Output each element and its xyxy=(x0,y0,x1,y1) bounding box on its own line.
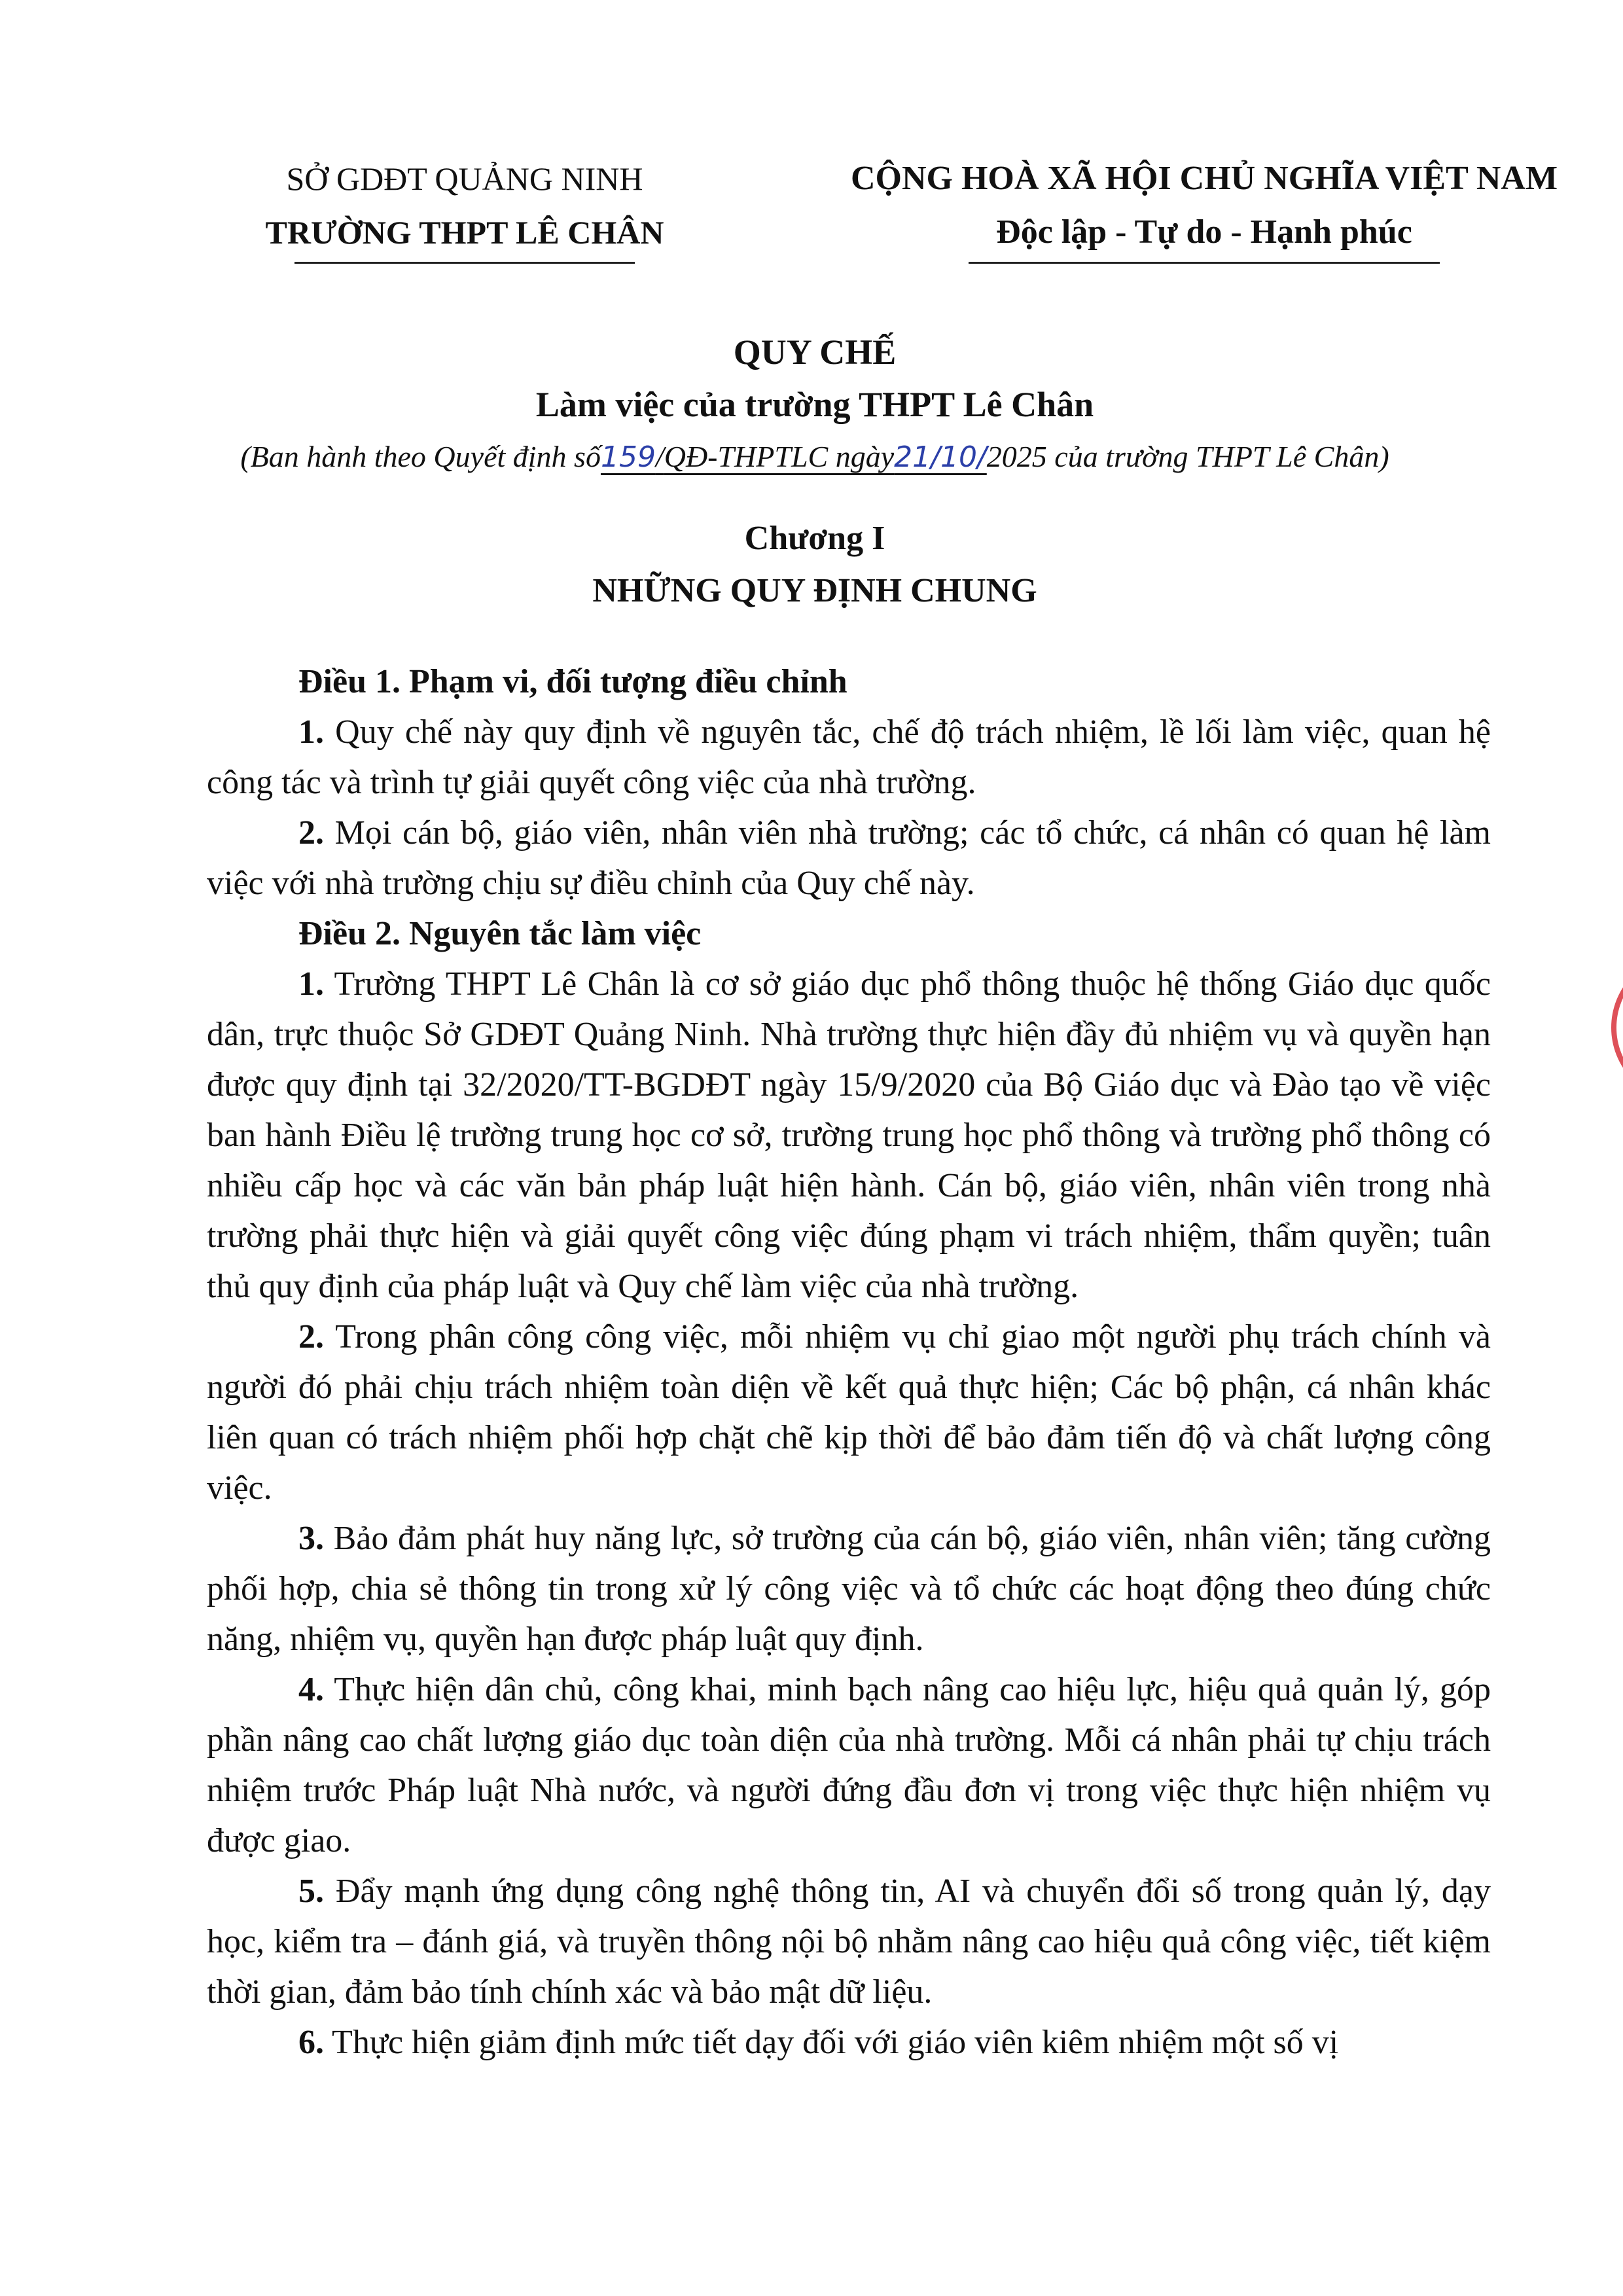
article-2-clause-3 xyxy=(207,1513,1491,1664)
article-1-heading: Điều 1. Phạm vi, đối tượng điều chỉnh xyxy=(298,663,847,700)
clause-text: Trong phân công công việc, mỗi nhiệm vụ chỉ giao một người phụ trách chính và người đó phải chịu trách nhiệm toàn diện về kết quả thực hiện; Các bộ phận, cá nhân khác liên quan có trách nhiệm phối hợp chặt chẽ kịp thời để bảo đảm tiến độ và chất lượng công việc. xyxy=(207,1318,1491,1507)
clause-number: 1. xyxy=(298,965,324,1003)
clause-number: 2. xyxy=(298,1318,324,1355)
clause-text: Quy chế này quy định về nguyên tắc, chế độ trách nhiệm, lề lối làm việc, quan hệ công tác và trình tự giải quyết công việc của nhà trường. xyxy=(207,713,1491,801)
article-2-heading: Điều 2. Nguyên tắc làm việc xyxy=(298,915,702,952)
handwritten-date: 21/10/ xyxy=(894,440,987,474)
agency-underline xyxy=(294,262,635,264)
clause-text: Đẩy mạnh ứng dụng công nghệ thông tin, AI và chuyển đổi số trong quản lý, dạy học, kiểm tra – đánh giá, và truyền thông nội bộ nhằm nâng cao hiệu quả công việc, tiết kiệm thời gian, đảm bảo tính chính xác và bảo mật dữ liệu. xyxy=(207,1873,1491,2011)
country-name: CỘNG HOÀ XÃ HỘI CHỦ NGHĨA VIỆT NAM xyxy=(850,160,1558,197)
document-subtitle: Làm việc của trường THPT Lê Chân xyxy=(535,385,1094,424)
handwritten-decision-number: 159 xyxy=(600,440,656,474)
agency-name: TRƯỜNG THPT LÊ CHÂN xyxy=(265,214,664,251)
article-1-clause-1 xyxy=(207,707,1491,808)
article-2-clause-6 xyxy=(207,2017,1491,2068)
clause-text: Thực hiện dân chủ, công khai, minh bạch nâng cao hiệu lực, hiệu quả quản lý, góp phần nâng cao chất lượng giáo dục toàn diện của nhà trường. Mỗi cá nhân phải tự chịu trách nhiệm trước Pháp luật Nhà nước, và người đứng đầu đơn vị trong việc thực hiện nhiệm vụ được giao. xyxy=(207,1671,1491,1859)
motto-underline xyxy=(969,262,1440,264)
chapter-name: NHỮNG QUY ĐỊNH CHUNG xyxy=(592,572,1037,609)
clause-text: Bảo đảm phát huy năng lực, sở trường của cán bộ, giáo viên, nhân viên; tăng cường phối hợp, chia sẻ thông tin trong xử lý công việc và tổ chức các hoạt động theo đúng chức năng, nhiệm vụ, quyền hạn được pháp luật quy định. xyxy=(207,1520,1491,1658)
document-title: QUY CHẾ xyxy=(733,332,897,372)
chapter-number: Chương I xyxy=(744,520,885,557)
chapter-heading xyxy=(170,512,1459,617)
clause-text: Trường THPT Lê Chân là cơ sở giáo dục phổ thông thuộc hệ thống Giáo dục quốc dân, trực thuộc Sở GDĐT Quảng Ninh. Nhà trường thực hiện đầy đủ nhiệm vụ và quyền hạn được quy định tại 32/2020/TT-BGDĐT ngày 15/9/2020 của Bộ Giáo dục và Đào tạo về việc ban hành Điều lệ trường trung học cơ sở, trường trung học phổ thông và trường phổ thông có nhiều cấp học và các văn bản pháp luật hiện hành. Cán bộ, giáo viên, nhân viên trong nhà trường phải thực hiện và giải quyết công việc đúng phạm vi trách nhiệm, thẩm quyền; tuân thủ quy định của pháp luật và Quy chế làm việc của nhà trường. xyxy=(207,965,1491,1305)
issuance-prefix: (Ban hành theo Quyết định số xyxy=(240,440,601,473)
agency-parent: SỞ GDĐT QUẢNG NINH xyxy=(286,160,643,197)
clause-number: 4. xyxy=(298,1671,324,1708)
clause-number: 2. xyxy=(298,814,324,852)
article-2-clause-1 xyxy=(207,959,1491,1312)
clause-number: 6. xyxy=(298,2024,324,2061)
article-2-clause-5 xyxy=(207,1866,1491,2017)
clause-number: 5. xyxy=(298,1873,324,1910)
article-2-clause-4 xyxy=(207,1664,1491,1866)
red-seal-fragment-icon xyxy=(1601,949,1623,1106)
document-title-block xyxy=(170,326,1459,484)
issuance-note xyxy=(170,431,1459,484)
motto: Độc lập - Tự do - Hạnh phúc xyxy=(996,213,1412,251)
article-2-clause-2 xyxy=(207,1312,1491,1513)
clause-text: Mọi cán bộ, giáo viên, nhân viên nhà trường; các tổ chức, cá nhân có quan hệ làm việc với nhà trường chịu sự điều chỉnh của Quy chế này. xyxy=(207,814,1491,902)
clause-number: 1. xyxy=(298,713,324,751)
issuance-suffix: 2025 của trường THPT Lê Chân) xyxy=(986,440,1389,473)
article-1-clause-2 xyxy=(207,808,1491,908)
issuing-agency xyxy=(216,152,713,264)
issuance-mid: QĐ-THPTLC ngày xyxy=(664,440,895,473)
clause-text: Thực hiện giảm định mức tiết dạy đối với giáo viên kiêm nhiệm một số vị xyxy=(324,2024,1339,2061)
national-motto xyxy=(812,152,1597,264)
clause-number: 3. xyxy=(298,1520,324,1557)
issuance-decision: 159/QĐ-THPTLC ngày21/10/ xyxy=(600,440,987,474)
document-body xyxy=(207,656,1491,2068)
